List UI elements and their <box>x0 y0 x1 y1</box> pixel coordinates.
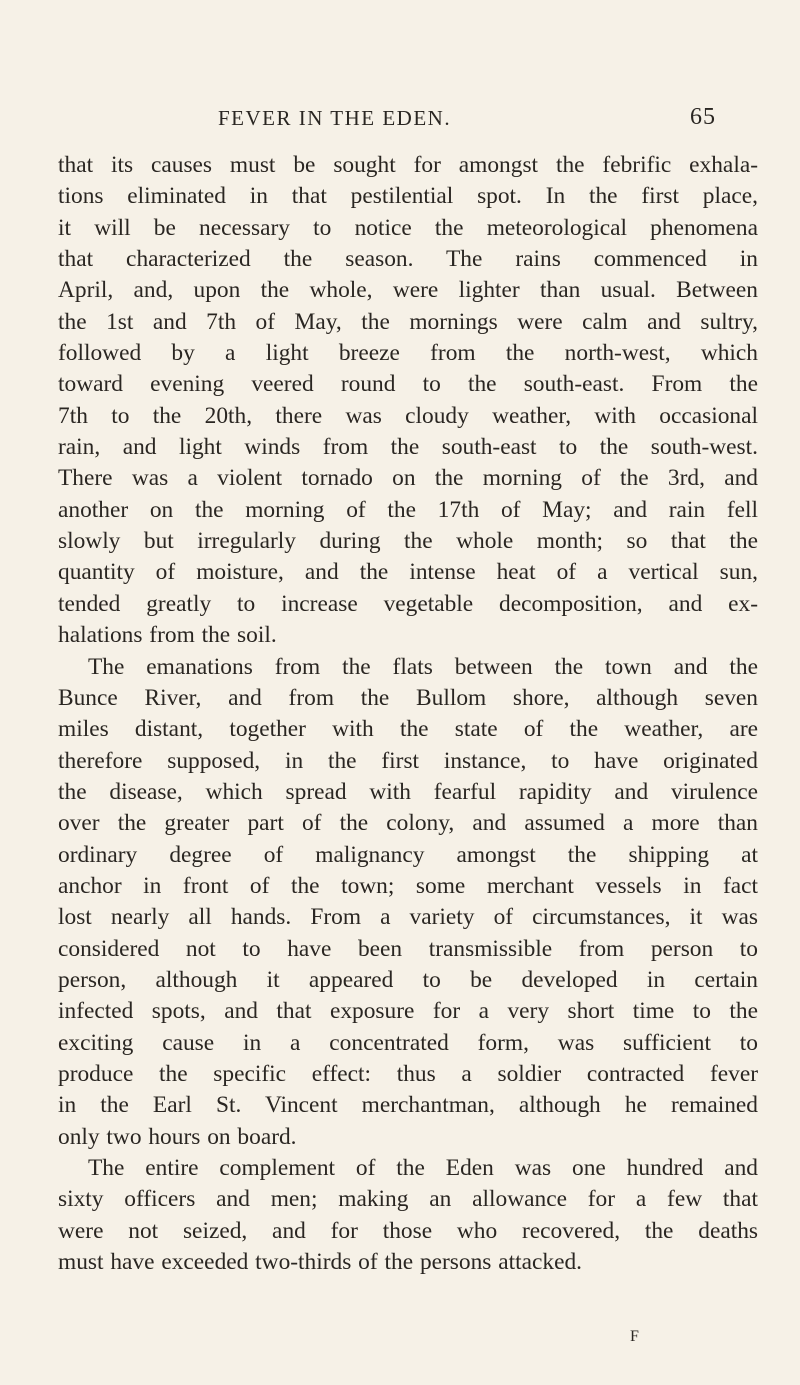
text-line: another on the morning of the 17th of May; and rain fell <box>58 496 758 523</box>
text-line: it will be necessary to notice the meteorological phenomena <box>58 214 758 241</box>
text-line: that characterized the season. The rains commenced in <box>58 246 758 273</box>
page-number: 65 <box>690 104 716 130</box>
text-line: 7th to the 20th, there was cloudy weather, with occasional <box>58 402 758 429</box>
text-line: the disease, which spread with fearful rapidity and virulence <box>58 778 758 805</box>
running-head <box>0 106 800 136</box>
text-line: sixty officers and men; making an allowance for a few that <box>58 1186 758 1213</box>
text-line: quantity of moisture, and the intense heat of a vertical sun, <box>58 559 758 586</box>
body-text <box>58 150 758 1278</box>
running-title: FEVER IN THE EDEN. <box>218 106 452 130</box>
text-line: halations from the soil. <box>58 622 277 649</box>
text-line: that its causes must be sought for amongst the febrific exhala- <box>58 152 758 178</box>
text-line: in the Earl St. Vincent merchantman, although he remained <box>58 1092 758 1119</box>
text-line: Bunce River, and from the Bullom shore, although seven <box>58 684 758 711</box>
text-line: slowly but irregularly during the whole month; so that the <box>58 528 758 555</box>
text-line: tended greatly to increase vegetable decomposition, and ex- <box>58 590 758 617</box>
text-line: miles distant, together with the state of the weather, are <box>58 716 758 743</box>
text-line: over the greater part of the colony, and assumed a more than <box>58 810 758 837</box>
text-line: April, and, upon the whole, were lighter than usual. Between <box>58 277 758 304</box>
text-line: produce the specific effect: thus a soldier contracted fever <box>58 1060 758 1087</box>
text-line: therefore supposed, in the first instance, to have originated <box>58 747 758 774</box>
paragraph-start-line: The emanations from the flats between the town and the <box>88 653 758 680</box>
text-line: considered not to have been transmissible from person to <box>58 935 758 962</box>
text-line: infected spots, and that exposure for a very short time to the <box>58 998 758 1025</box>
text-line: toward evening veered round to the south-east. From the <box>58 371 758 398</box>
text-line: only two hours on board. <box>58 1123 297 1150</box>
text-line: were not seized, and for those who recovered, the deaths <box>58 1217 758 1244</box>
text-line: exciting cause in a concentrated form, was sufficient to <box>58 1029 758 1056</box>
signature-mark: F <box>630 1328 640 1345</box>
text-line: the 1st and 7th of May, the mornings were calm and sultry, <box>58 308 758 335</box>
text-line: tions eliminated in that pestilential spot. In the first place, <box>58 183 758 210</box>
text-line: must have exceeded two-thirds of the persons attacked. <box>58 1249 583 1276</box>
paragraph-start-line: The entire complement of the Eden was one hundred and <box>88 1155 758 1181</box>
text-line: followed by a light breeze from the north-west, which <box>58 340 758 367</box>
text-line: rain, and light winds from the south-east to the south-west. <box>58 434 758 461</box>
text-line: ordinary degree of malignancy amongst the shipping at <box>58 841 758 868</box>
text-line: anchor in front of the town; some merchant vessels in fact <box>58 872 758 899</box>
text-line: There was a violent tornado on the morning of the 3rd, and <box>58 465 758 492</box>
text-line: lost nearly all hands. From a variety of circumstances, it was <box>58 904 758 931</box>
text-line: person, although it appeared to be developed in certain <box>58 966 758 993</box>
